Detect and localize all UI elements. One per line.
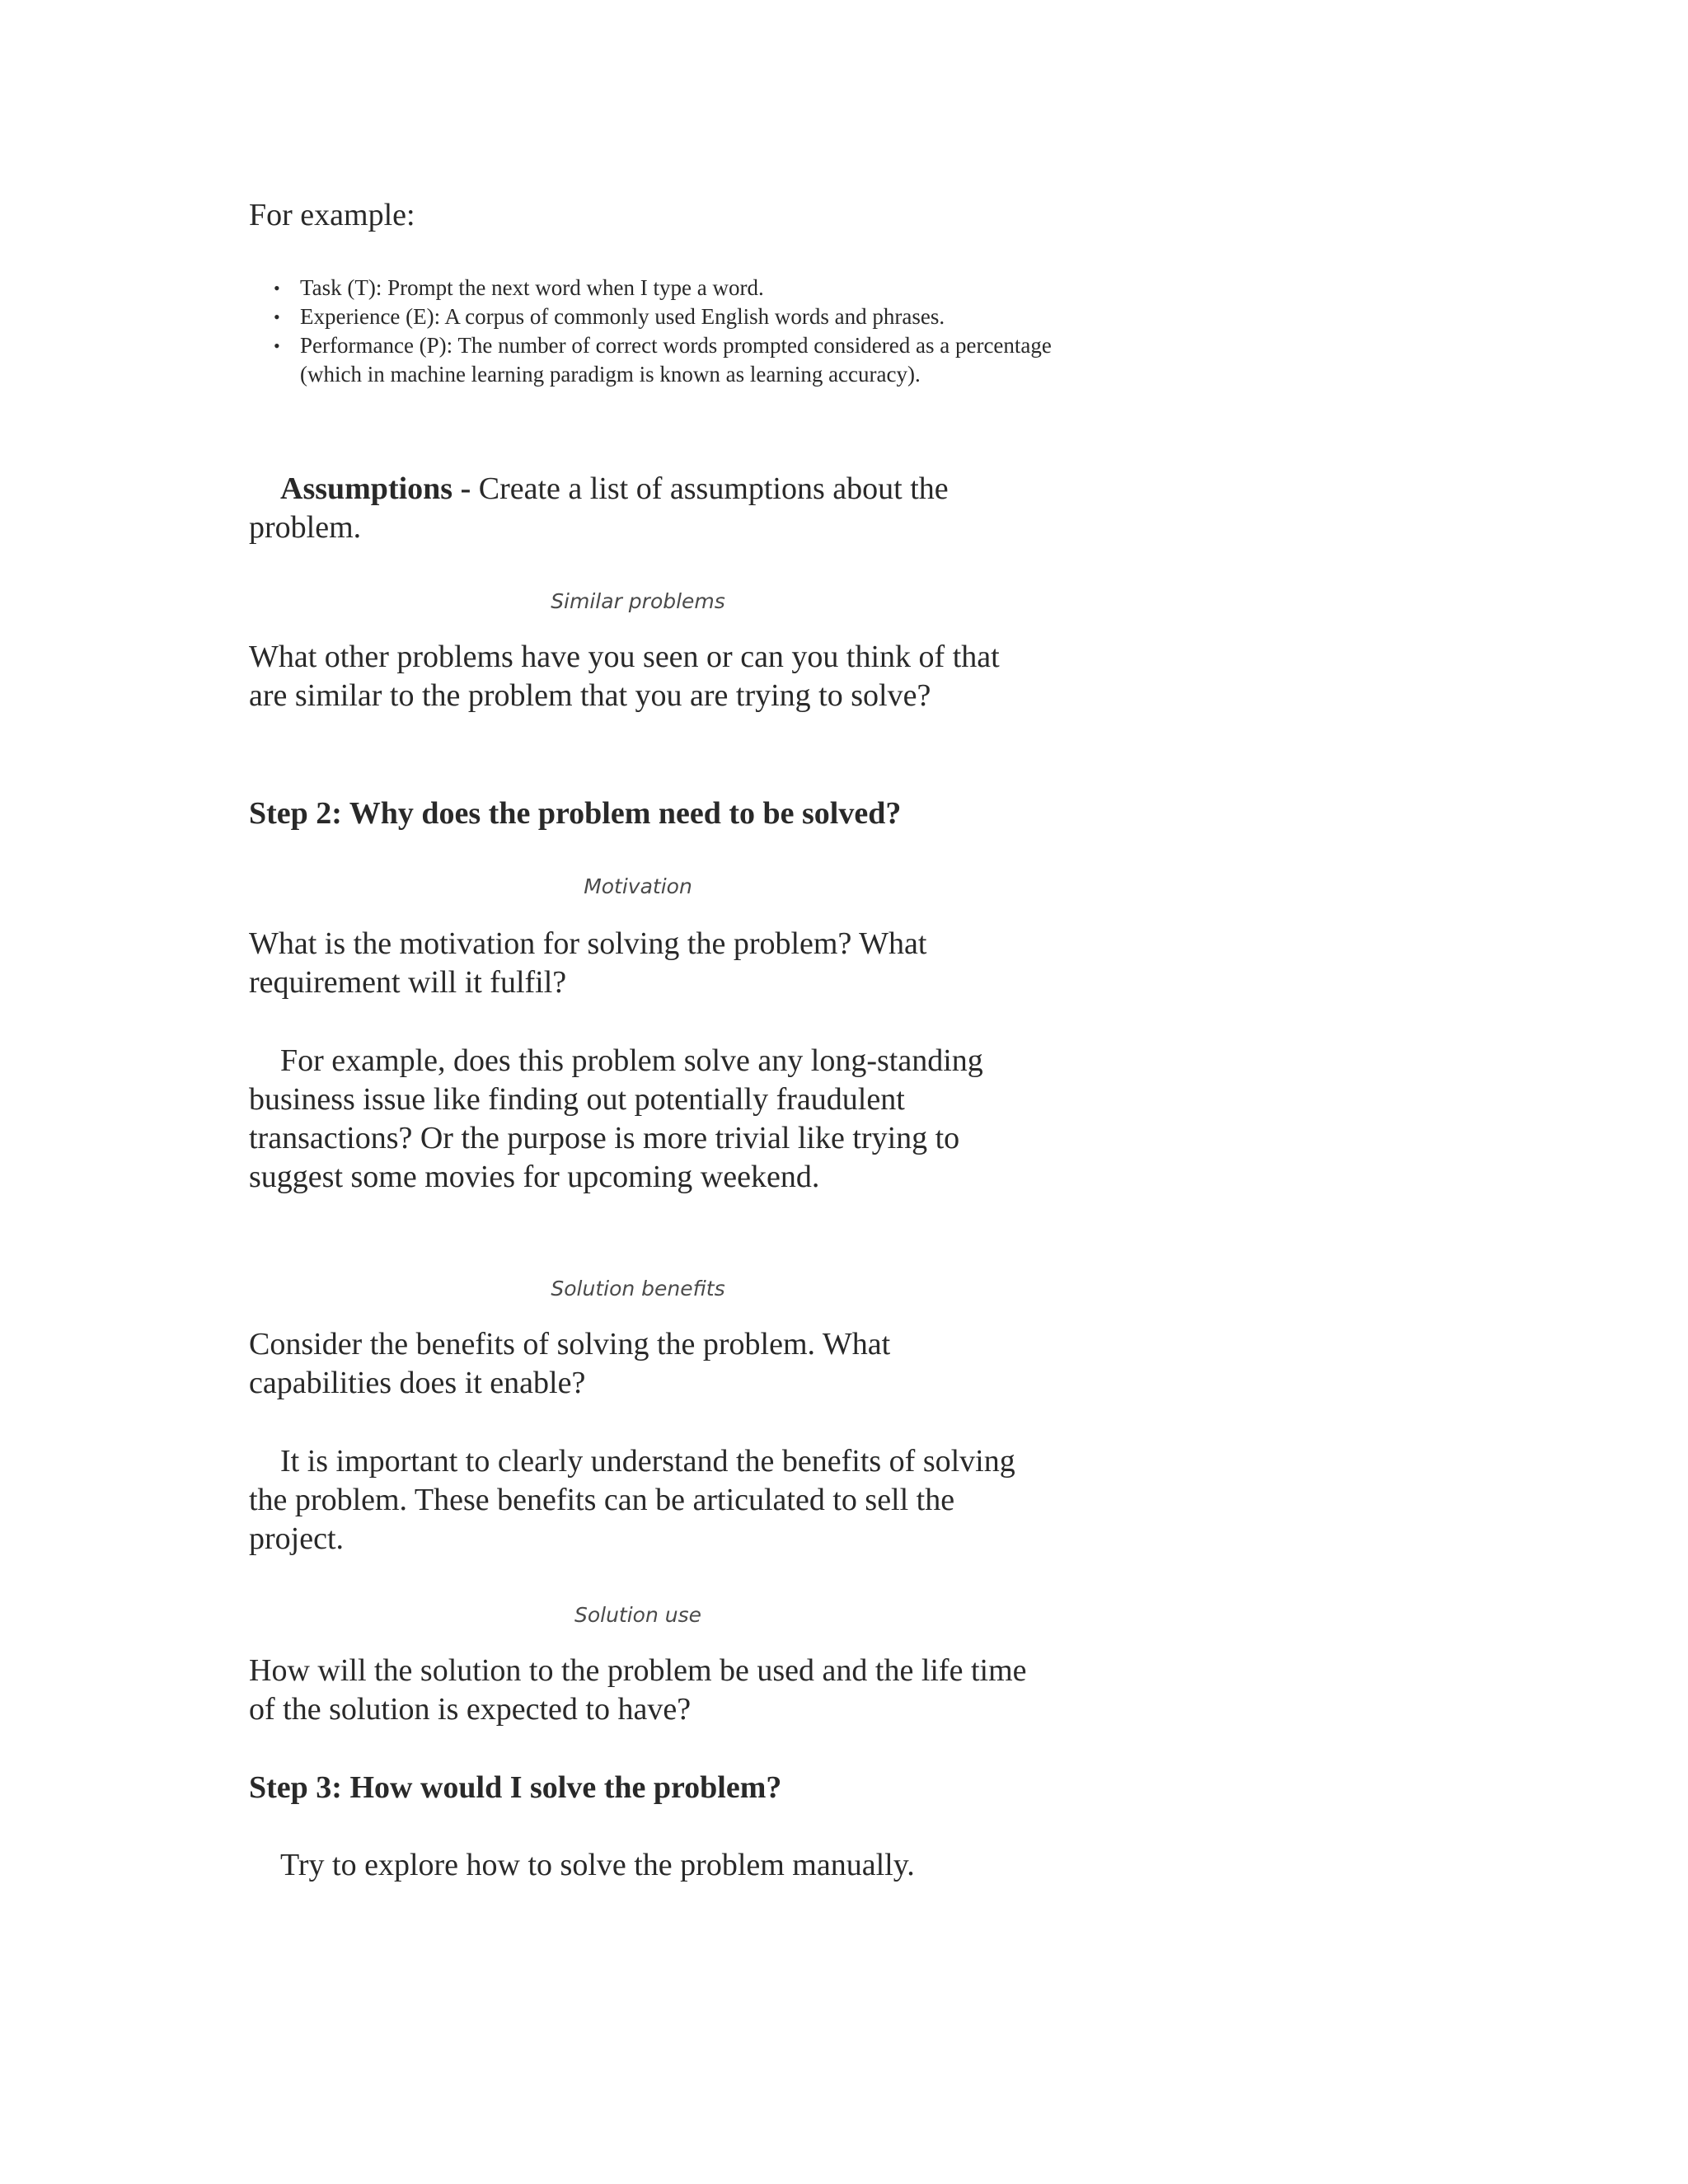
intro-label: For example: <box>249 198 415 232</box>
step3-text: Try to explore how to solve the problem manually. <box>280 1848 915 1882</box>
step2-heading: Step 2: Why does the problem need to be solved? <box>249 796 902 831</box>
step3-heading: Step 3: How would I solve the problem? <box>249 1770 782 1805</box>
bullet-icon: • <box>274 335 280 356</box>
assumptions-paragraph <box>249 470 1040 547</box>
list-item-text: Task (T): Prompt the next word when I type a word. <box>300 275 764 300</box>
similar-problems-question: What other problems have you seen or can you think of that are similar to the problem that you are trying to solve? <box>249 640 1000 713</box>
caption-motivation: Motivation <box>584 874 692 898</box>
list-item <box>274 274 1075 302</box>
list-item-text: Experience (E): A corpus of commonly used English words and phrases. <box>300 304 945 329</box>
caption-solution-benefits: Solution benefits <box>551 1277 725 1301</box>
list-item <box>274 331 1075 389</box>
example-list <box>249 274 1075 389</box>
solution-use-question: How will the solution to the problem be used and the life time of the solution is expected to have? <box>249 1653 1027 1727</box>
assumptions-term: Assumptions - <box>280 471 471 506</box>
caption-solution-use: Solution use <box>574 1603 702 1627</box>
bullet-icon: • <box>274 278 280 298</box>
motivation-example: For example, does this problem solve any long-standing business issue like finding out potentially fraudulent transactions? Or the purpose is more trivial like trying to suggest some movies for upcoming weekend. <box>249 1043 983 1194</box>
list-item <box>274 302 1075 331</box>
bullet-icon: • <box>274 307 280 327</box>
solution-benefits-note: It is important to clearly understand the benefits of solving the problem. These benefits can be articulated to sell the project. <box>249 1444 1015 1556</box>
list-item-text: Performance (P): The number of correct words prompted considered as a percentage (which in machine learning paradigm is known as learning accuracy). <box>300 333 1052 387</box>
motivation-question: What is the motivation for solving the problem? What requirement will it fulfil? <box>249 926 927 1000</box>
assumptions-text: Create a list of assumptions about the problem. <box>249 471 949 545</box>
solution-benefits-question: Consider the benefits of solving the problem. What capabilities does it enable? <box>249 1327 891 1400</box>
caption-similar-problems: Similar problems <box>551 589 725 613</box>
